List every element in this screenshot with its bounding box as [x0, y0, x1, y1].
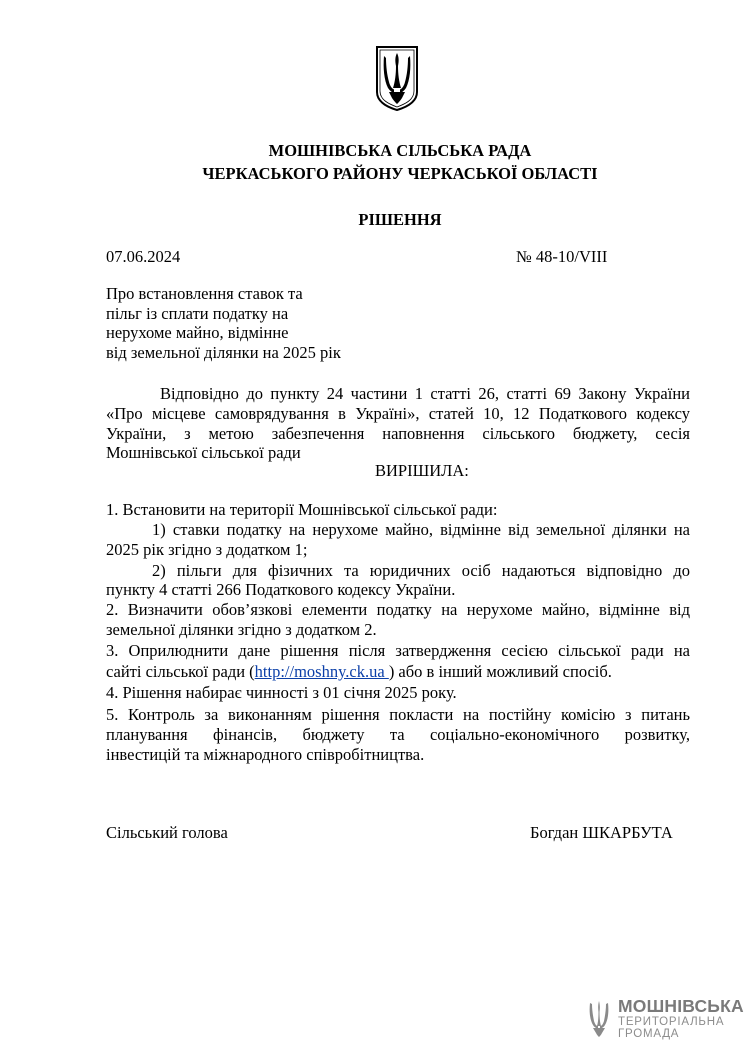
community-logo	[586, 996, 744, 1042]
item-3-text-pre: сайті сільської ради (	[106, 662, 255, 681]
logo-title: МОШНІВСЬКА	[618, 996, 744, 1016]
subject-line: пільг із сплати податку на	[106, 304, 289, 323]
resolved-heading: ВИРІШИЛА:	[375, 461, 469, 480]
item-1: 1. Встановити на території Мошнівської сільської ради:	[106, 500, 498, 519]
item-5-cont: інвестицій та міжнародного співробітництва.	[106, 745, 425, 764]
district-title: ЧЕРКАСЬКОГО РАЙОНУ ЧЕРКАСЬКОЇ ОБЛАСТІ	[202, 164, 598, 183]
subject-line: нерухоме майно, відмінне	[106, 323, 289, 342]
trident-icon	[586, 998, 612, 1038]
preamble-line: Відповідно до пункту 24 частини 1 статті 26, статті 69 Закону України	[160, 384, 690, 403]
logo-subtitle: ГРОМАДА	[618, 1028, 680, 1040]
signature-name: Богдан ШКАРБУТА	[530, 823, 673, 842]
site-link[interactable]: http://moshny.ck.ua	[254, 662, 389, 681]
preamble-line: України, з метою забезпечення наповнення сільського бюджету, сесія	[106, 424, 690, 443]
logo-subtitle: ТЕРИТОРІАЛЬНА	[618, 1016, 725, 1028]
item-1-sub-2: 2) пільги для фізичних та юридичних осіб надаються відповідно до	[152, 561, 690, 580]
item-2-cont: земельної ділянки згідно з додатком 2.	[106, 620, 377, 639]
signature-position: Сільський голова	[106, 823, 228, 842]
document-type: РІШЕННЯ	[358, 210, 442, 229]
item-3-text-post: ) або в інший можливий спосіб.	[388, 662, 612, 681]
coat-of-arms-icon	[374, 44, 420, 112]
subject-line: Про встановлення ставок та	[106, 284, 303, 303]
item-1-sub-2-cont: пункту 4 статті 266 Податкового кодексу України.	[106, 580, 456, 599]
item-3: 3. Оприлюднити дане рішення після затвердження сесією сільської ради на	[106, 641, 690, 660]
subject-line: від земельної ділянки на 2025 рік	[106, 343, 341, 362]
item-5: 5. Контроль за виконанням рішення покласти на постійну комісію з питань	[106, 705, 690, 724]
item-3-cont	[106, 662, 612, 682]
preamble-line: Мошнівської сільської ради	[106, 443, 301, 462]
item-1-sub-1-cont: 2025 рік згідно з додатком 1;	[106, 540, 308, 559]
decision-number: № 48-10/VIII	[516, 247, 608, 266]
item-5-cont: планування фінансів, бюджету та соціально-економічного розвитку,	[106, 725, 690, 744]
preamble-line: «Про місцеве самоврядування в Україні», статей 10, 12 Податкового кодексу	[106, 404, 690, 423]
item-1-sub-1: 1) ставки податку на нерухоме майно, відмінне від земельної ділянки на	[152, 520, 690, 539]
council-title: МОШНІВСЬКА СІЛЬСЬКА РАДА	[268, 141, 532, 160]
item-4: 4. Рішення набирає чинності з 01 січня 2025 року.	[106, 683, 457, 702]
item-2: 2. Визначити обов’язкові елементи податку на нерухоме майно, відмінне від	[106, 600, 690, 619]
decision-date: 07.06.2024	[106, 247, 181, 266]
